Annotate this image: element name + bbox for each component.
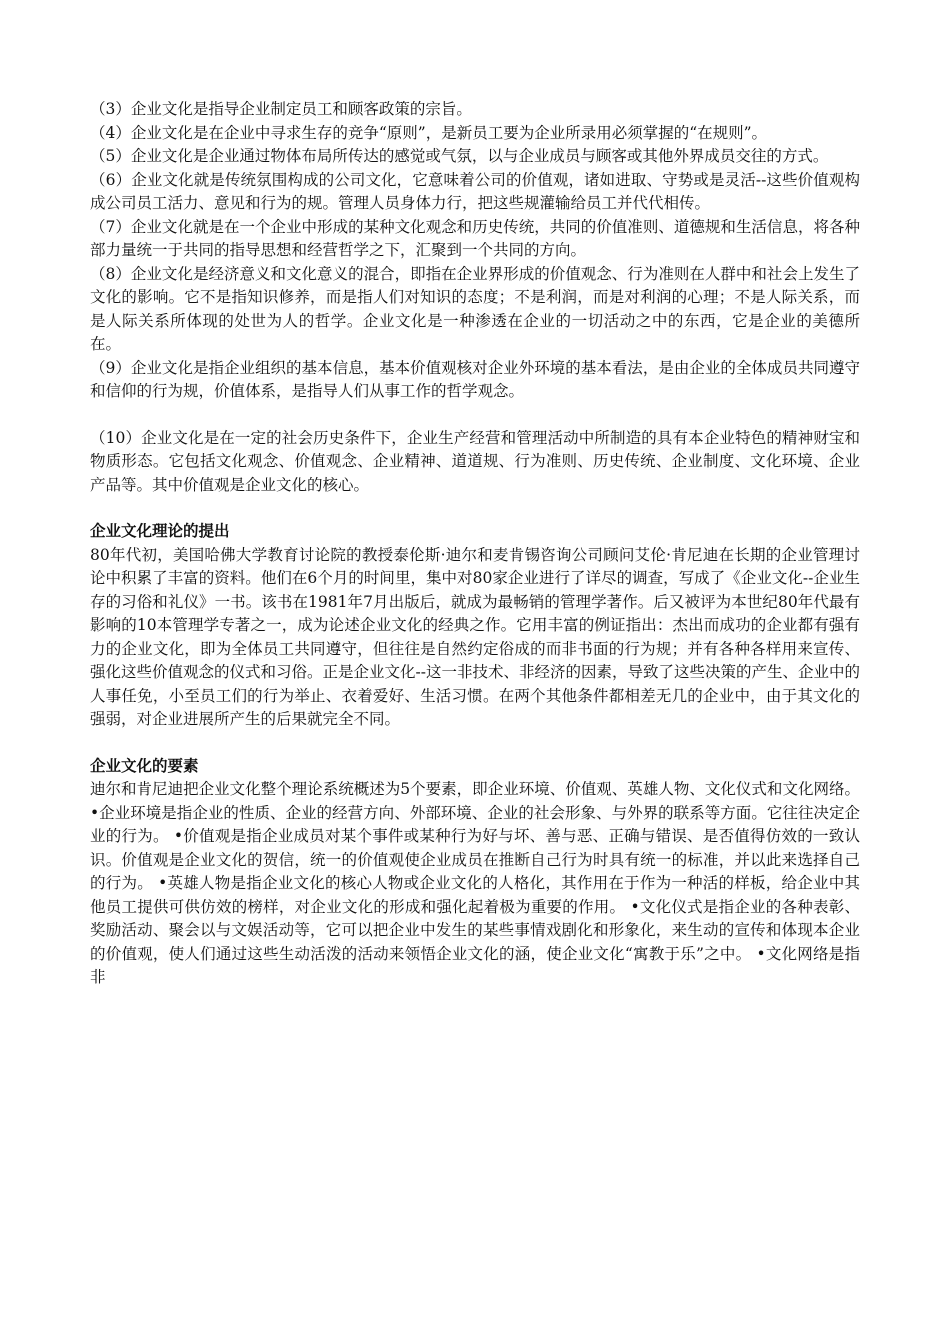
definition-10: （10）企业文化是在一定的社会历史条件下，企业生产经营和管理活动中所制造的具有本企业特色的精神财宝和物质形态。它包括文化观念、价值观念、企业精神、道道规、行为准则、历史传统、企业制度、文化环境、企业产品等。其中价值观是企业文化的核心。: [90, 428, 860, 494]
document-page: [90, 98, 860, 990]
definition-4: （4）企业文化是在企业中寻求生存的竞争“原则”，是新员工要为企业所录用必须掌握的“在规则”。: [90, 123, 768, 142]
definition-8: （8）企业文化是经济意义和文化意义的混合，即指在企业界形成的价值观念、行为准则在人群中和社会上发生了文化的影响。它不是指知识修养，而是指人们对知识的态度；不是利润，而是对利润的心理；不是人际关系，而是人际关系所体现的处世为人的哲学。企业文化是一种渗透在企业的一切活动之中的东西，它是企业的美德所在。: [90, 264, 860, 353]
spacer: [90, 497, 860, 520]
spacer: [90, 732, 860, 755]
section-body-theory: 80年代初，美国哈佛大学教育讨论院的教授泰伦斯·迪尔和麦肯锡咨询公司顾问艾伦·肯尼迪在长期的企业管理讨论中积累了丰富的资料。他们在6个月的时间里，集中对80家企业进行了详尽的调查，写成了《企业文化--企业生存的习俗和礼仪》一书。该书在1981年7月出版后，就成为最畅销的管理学著作。后又被评为本世纪80年代最有影响的10本管理学专著之一，成为论述企业文化的经典之作。它用丰富的例证指出：杰出而成功的企业都有强有力的企业文化，即为全体员工共同遵守，但往往是自然约定俗成的而非书面的行为规；并有各种各样用来宣传、强化这些价值观念的仪式和习俗。正是企业文化--这一非技术、非经济的因素，导致了这些决策的产生、企业中的人事任免，小至员工们的行为举止、衣着爱好、生活习惯。在两个其他条件都相差无几的企业中，由于其文化的强弱，对企业进展所产生的后果就完全不同。: [90, 545, 860, 728]
definition-6: （6）企业文化就是传统氛围构成的公司文化，它意味着公司的价值观，诸如进取、守势或是灵活--这些价值观构成公司员工活力、意见和行为的规。管理人员身体力行，把这些规灌输给员工并代代相传。: [90, 170, 860, 212]
section-heading-elements: 企业文化的要素: [90, 756, 199, 775]
section-heading-theory: 企业文化理论的提出: [90, 522, 230, 540]
definition-9: （9）企业文化是指企业组织的基本信息，基本价值观核对企业外环境的基本看法，是由企业的全体成员共同遵守和信仰的行为规，价值体系，是指导人们从事工作的哲学观念。: [90, 358, 860, 400]
definition-5: （5）企业文化是企业通过物体布局所传达的感觉或气氛，以与企业成员与顾客或其他外界成员交往的方式。: [90, 147, 829, 165]
definition-3: （3）企业文化是指导企业制定员工和顾客政策的宗旨。: [90, 100, 472, 118]
spacer: [90, 404, 860, 427]
section-body-elements: 迪尔和肯尼迪把企业文化整个理论系统概述为5个要素，即企业环境、价值观、英雄人物、文化仪式和文化网络。•企业环境是指企业的性质、企业的经营方向、外部环境、企业的社会形象、与外界的联系等方面。它往往决定企业的行为。 •价值观是指企业成员对某个事件或某种行为好与坏、善与恶、正确与错误、是否值得仿效的一致认识。价值观是企业文化的贺信，统一的价值观使企业成员在推断自己行为时具有统一的标准，并以此来选择自己的行为。 •英雄人物是指企业文化的核心人物或企业文化的人格化，其作用在于作为一种活的样板，给企业中其他员工提供可供仿效的榜样，对企业文化的形成和强化起着极为重要的作用。 •文化仪式是指企业的各种表彰、奖励活动、聚会以与文娱活动等，它可以把企业中发生的某些事情戏剧化和形象化，来生动的宣传和体现本企业的价值观，使人们通过这些生动活泼的活动来领悟企业文化的涵，使企业文化“寓教于乐”之中。 •文化网络是指非: [90, 780, 860, 986]
definition-7: （7）企业文化就是在一个企业中形成的某种文化观念和历史传统，共同的价值准则、道德规和生活信息，将各种部力量统一于共同的指导思想和经营哲学之下，汇聚到一个共同的方向。: [90, 217, 860, 259]
